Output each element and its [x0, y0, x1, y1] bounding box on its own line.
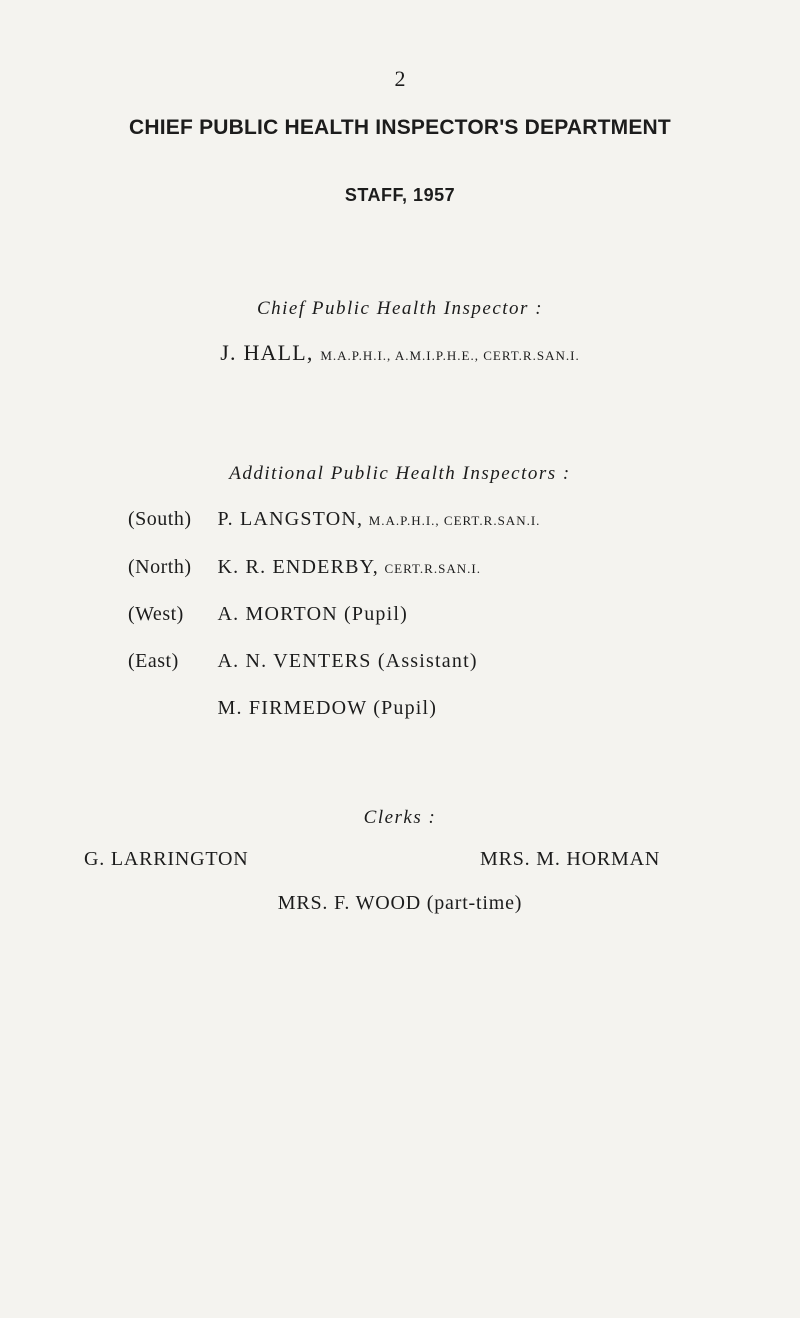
inspector-region: (East): [128, 650, 179, 672]
department-title: CHIEF PUBLIC HEALTH INSPECTOR'S DEPARTMENT: [129, 116, 671, 139]
inspector-row: [128, 556, 481, 579]
inspector-region: (North): [128, 556, 192, 578]
chief-inspector-entry: [0, 340, 800, 366]
inspector-row: [128, 650, 478, 673]
clerk-name: MRS. M. HORMAN: [480, 848, 661, 870]
inspector-name: A. MORTON (Pupil): [217, 603, 409, 625]
chief-inspector-qualifications: M.A.P.H.I., A.M.I.P.H.E., CERT.R.SAN.I.: [320, 348, 580, 363]
clerk-name: G. LARRINGTON: [84, 848, 249, 870]
inspector-name: A. N. VENTERS (Assistant): [217, 650, 478, 672]
inspector-qualifications: CERT.R.SAN.I.: [384, 561, 481, 576]
inspector-row: [128, 508, 540, 531]
inspector-region: (South): [128, 508, 192, 530]
inspector-name: M. FIRMEDOW (Pupil): [217, 697, 438, 719]
inspector-row: [128, 697, 437, 720]
clerks-heading: Clerks :: [363, 807, 437, 828]
inspector-row: [128, 603, 408, 626]
clerk-name: MRS. F. WOOD (part-time): [277, 892, 523, 914]
inspector-qualifications: M.A.P.H.I., CERT.R.SAN.I.: [368, 513, 541, 528]
inspector-name: P. LANGSTON,: [217, 508, 364, 530]
inspector-region: (West): [128, 603, 184, 625]
page-number: 2: [394, 66, 406, 91]
additional-inspectors-heading: Additional Public Health Inspectors :: [229, 463, 571, 484]
chief-inspector-heading: Chief Public Health Inspector :: [256, 298, 544, 319]
staff-title: STAFF, 1957: [344, 185, 456, 205]
inspector-name: K. R. ENDERBY,: [217, 556, 379, 578]
chief-inspector-name: J. HALL,: [220, 340, 314, 365]
